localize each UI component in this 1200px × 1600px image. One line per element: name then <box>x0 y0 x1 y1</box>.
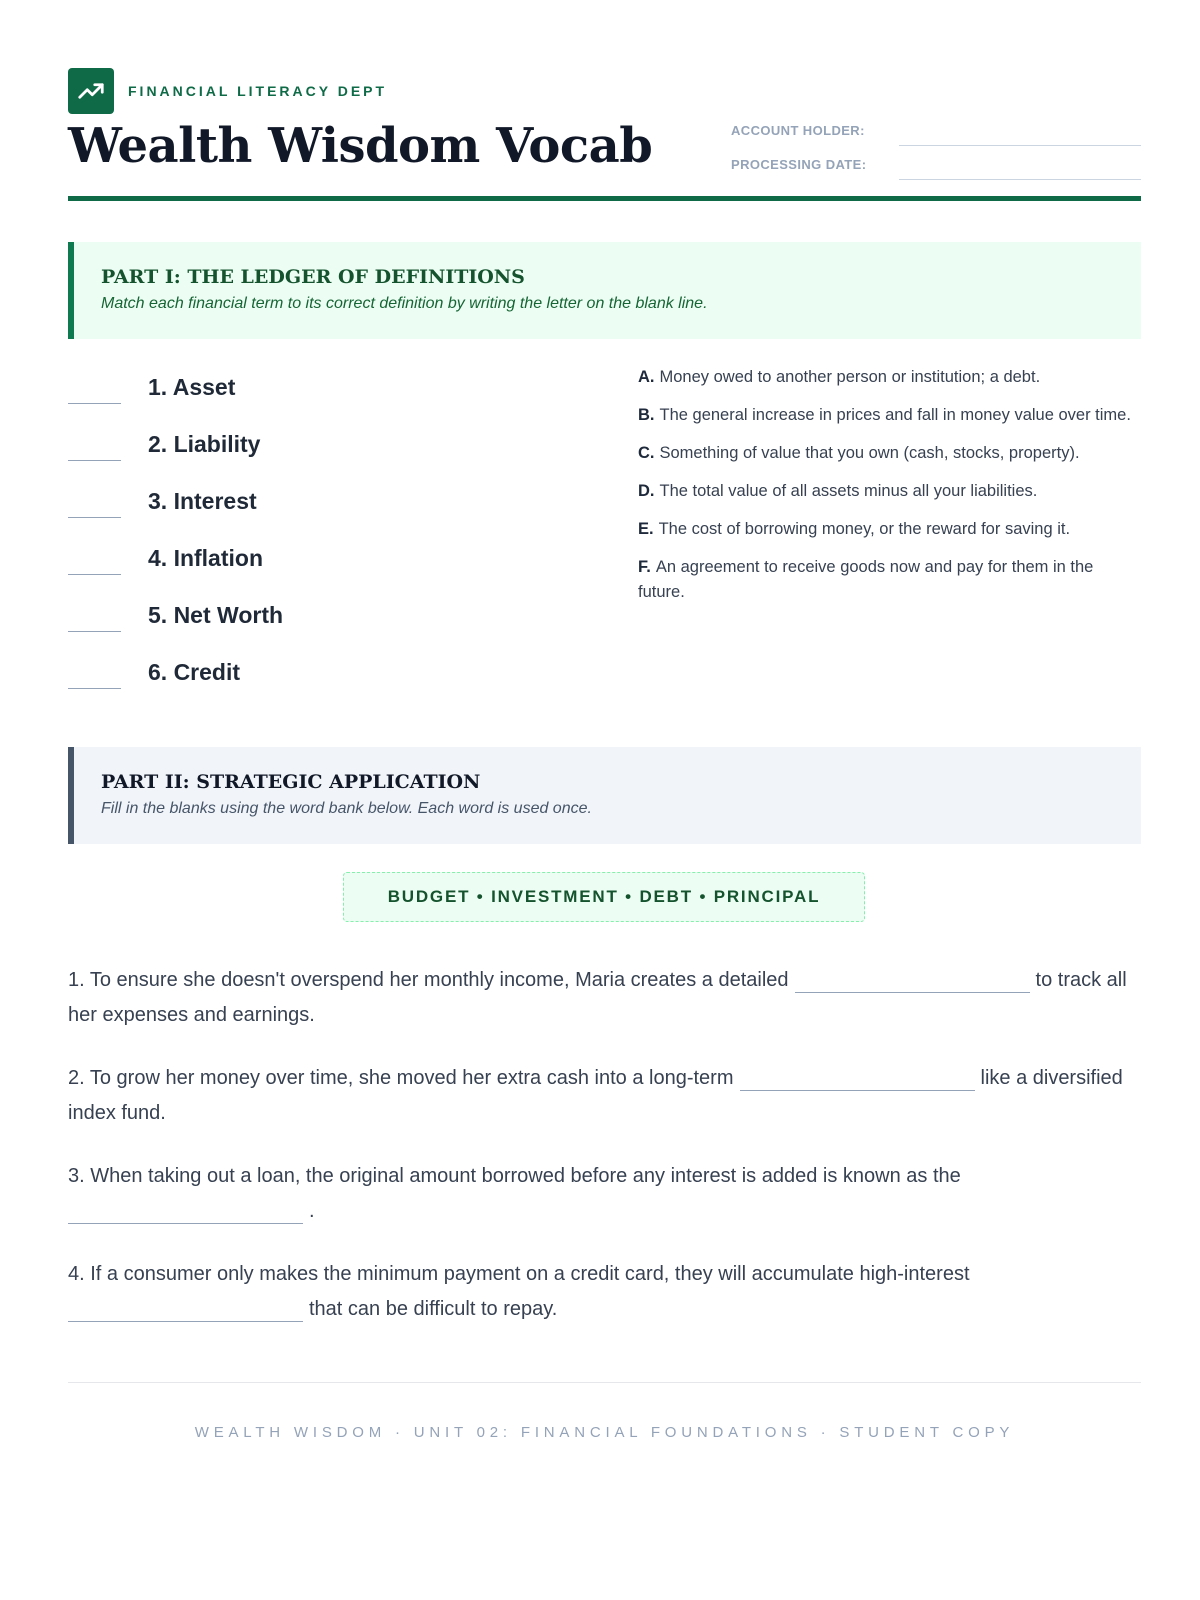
part2-header <box>68 747 1141 844</box>
account-holder-label: ACCOUNT HOLDER: <box>731 123 865 138</box>
part1-instructions: Match each financial term to its correct definition by writing the letter on the blank line. <box>101 295 708 312</box>
term-label: 3. Interest <box>148 488 257 514</box>
definition-item: F. An agreement to receive goods now and pay for them in the future. <box>638 558 1094 601</box>
term-label: 4. Inflation <box>148 545 263 571</box>
processing-date-label: PROCESSING DATE: <box>731 157 867 172</box>
fill-sentence: 4. If a consumer only makes the minimum payment on a credit card, they will accumulate high-interest that can be difficult to repay. <box>68 1263 970 1320</box>
definition-item: E. The cost of borrowing money, or the reward for saving it. <box>638 520 1071 538</box>
answer-blank[interactable] <box>68 1201 303 1224</box>
term-answer-blank[interactable] <box>68 631 121 632</box>
footer-text: WEALTH WISDOM · UNIT 02: FINANCIAL FOUNDATIONS · STUDENT COPY <box>194 1424 1015 1441</box>
word-bank <box>343 872 865 922</box>
part2-title: PART II: STRATEGIC APPLICATION <box>101 771 481 793</box>
definitions-list <box>638 365 1141 618</box>
page-title: Wealth Wisdom Vocab <box>68 118 653 174</box>
term-answer-blank[interactable] <box>68 517 121 518</box>
term-item <box>68 655 568 695</box>
trending-up-icon <box>68 68 114 114</box>
term-label: 1. Asset <box>148 374 236 400</box>
word-bank-words: BUDGET • INVESTMENT • DEBT • PRINCIPAL <box>387 887 821 906</box>
term-item <box>68 598 568 638</box>
term-item <box>68 541 568 581</box>
term-answer-blank[interactable] <box>68 403 121 404</box>
term-label: 6. Credit <box>148 659 241 685</box>
term-answer-blank[interactable] <box>68 460 121 461</box>
definition-item: C. Something of value that you own (cash, stocks, property). <box>638 444 1080 462</box>
fill-sentence: 1. To ensure she doesn't overspend her monthly income, Maria creates a detailed to track all her expenses and earnings. <box>68 969 1127 1026</box>
part1-title: PART I: THE LEDGER OF DEFINITIONS <box>101 266 525 288</box>
term-label: 2. Liability <box>148 431 261 457</box>
brand-row <box>68 68 387 114</box>
definition-item: A. Money owed to another person or institution; a debt. <box>638 368 1041 386</box>
definition-item: D. The total value of all assets minus all your liabilities. <box>638 482 1038 500</box>
account-holder-field[interactable] <box>899 145 1141 146</box>
term-label: 5. Net Worth <box>148 602 284 628</box>
term-item <box>68 427 568 467</box>
part2-instructions: Fill in the blanks using the word bank below. Each word is used once. <box>101 800 592 817</box>
answer-blank[interactable] <box>68 1299 303 1322</box>
term-answer-blank[interactable] <box>68 688 121 689</box>
answer-blank[interactable] <box>795 970 1030 993</box>
processing-date-row <box>731 157 1141 181</box>
fill-sentence: 3. When taking out a loan, the original amount borrowed before any interest is added is known as the . <box>68 1165 961 1222</box>
answer-blank[interactable] <box>740 1068 975 1091</box>
part1-header <box>68 242 1141 339</box>
processing-date-field[interactable] <box>899 179 1141 180</box>
definition-item: B. The general increase in prices and fall in money value over time. <box>638 406 1131 424</box>
header-divider <box>68 196 1141 201</box>
footer-divider <box>68 1382 1141 1383</box>
term-item <box>68 370 568 410</box>
fill-sentence: 2. To grow her money over time, she moved her extra cash into a long-term like a diversified index fund. <box>68 1067 1123 1124</box>
department-label: FINANCIAL LITERACY DEPT <box>128 83 388 99</box>
term-item <box>68 484 568 524</box>
account-holder-row <box>731 123 1141 147</box>
term-answer-blank[interactable] <box>68 574 121 575</box>
